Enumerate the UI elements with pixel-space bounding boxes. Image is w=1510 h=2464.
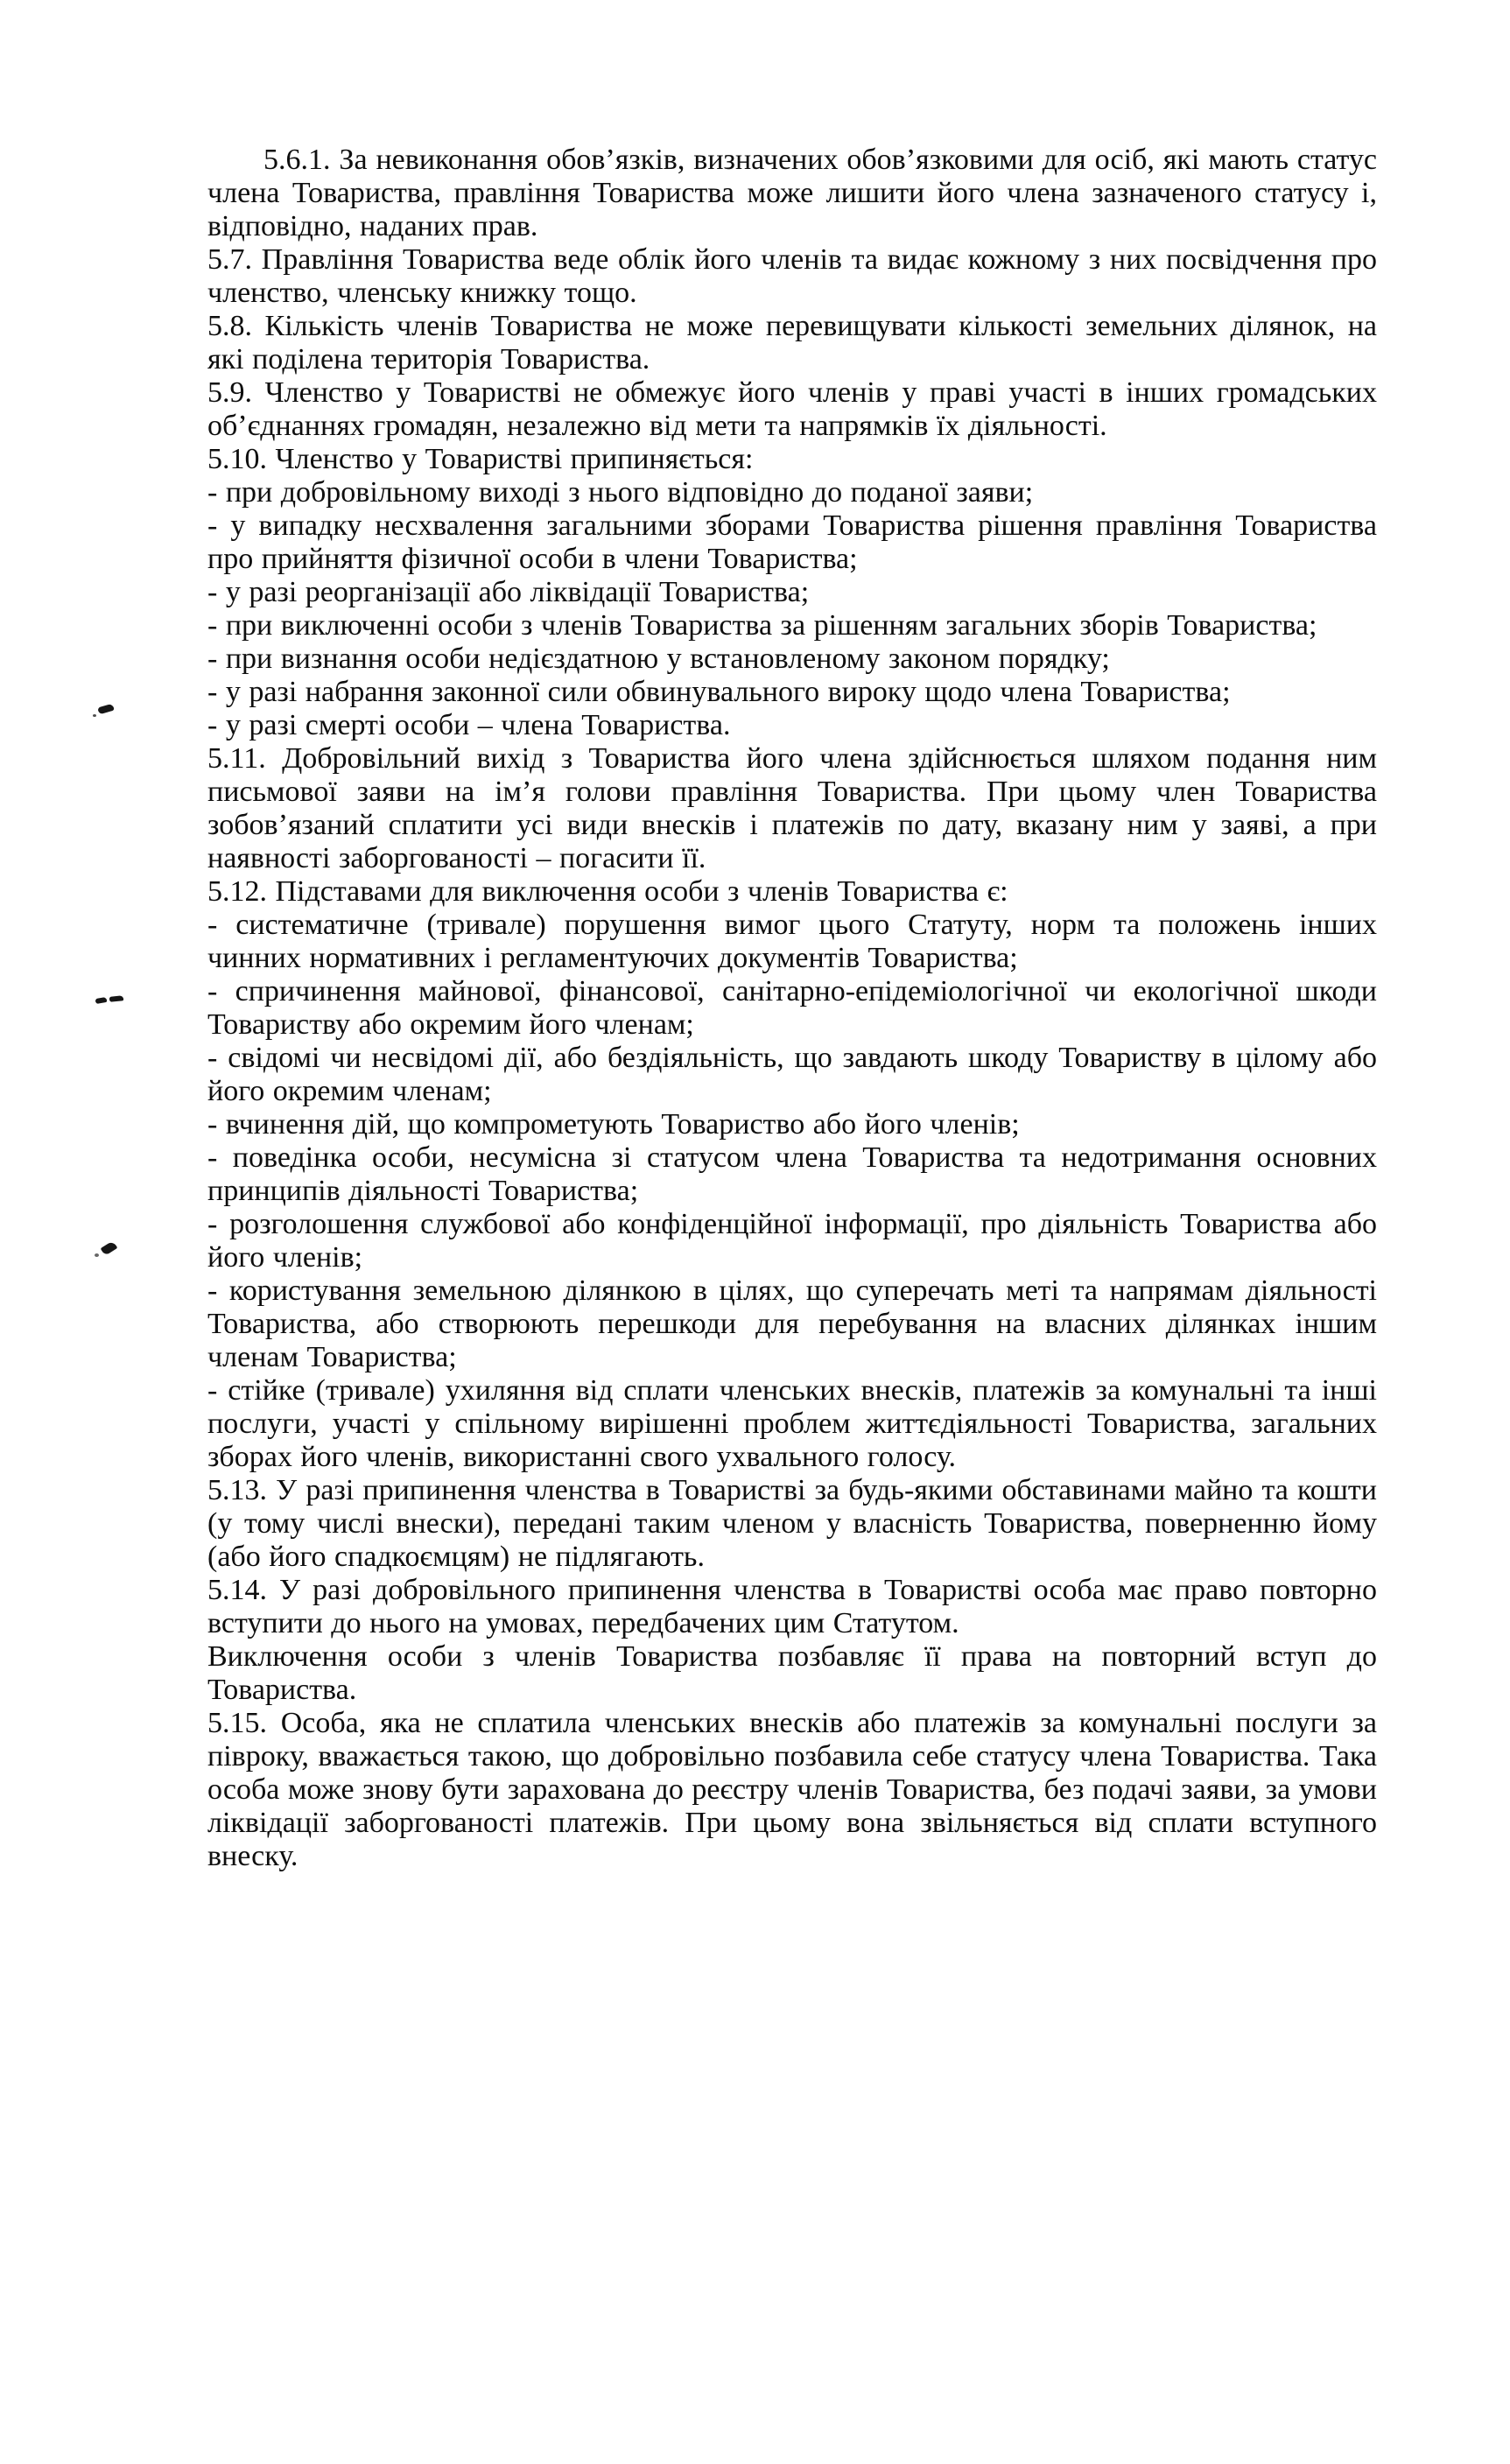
clause-5-11: 5.11. Добровільний вихід з Товариства його члена здійснюється шляхом подання ним письмової заяви на ім’я голови правління Товариства. При цьому член Товариства зобов’язаний сплатити усі види внесків і платежів по дату, вказану ним у заяві, а при наявності заборгованості – погасити її. <box>207 742 1377 874</box>
clause-5-6-1: 5.6.1. За невиконання обов’язків, визначених обов’язковими для осіб, які мають статус члена Товариства, правління Товариства може лишити його члена зазначеного статусу і, відповідно, наданих прав. <box>207 144 1377 242</box>
clause-5-10-item-death: - у разі смерті особи – члена Товариства. <box>207 709 731 741</box>
clause-5-10-item-voluntary-exit: - при добровільному виході з нього відповідно до поданої заяви; <box>207 476 1034 509</box>
clause-5-14-note: Виключення особи з членів Товариства позбавляє її права на повторний вступ до Товариства. <box>207 1640 1377 1706</box>
margin-ink-mark-tick <box>93 702 117 720</box>
clause-5-7: 5.7. Правління Товариства веде облік його членів та видає кожному з них посвідчення про членство, членську книжку тощо. <box>207 243 1377 309</box>
clause-5-10-item-conviction: - у разі набрання законної сили обвинувального вироку щодо члена Товариства; <box>207 676 1231 708</box>
clause-5-12-item-disclosure: - розголошення службової або конфіденційної інформації, про діяльність Товариства або його членів; <box>207 1208 1377 1274</box>
clause-5-12-item-discrediting-acts: - вчинення дій, що компрометують Товариство або його членів; <box>207 1108 1020 1141</box>
clause-5-13: 5.13. У разі припинення членства в Товаристві за будь-якими обставинами майно та кошти (у тому числі внески), передані таким членом у власність Товариства, поверненню йому (або його спадкоємцям) не підлягають. <box>207 1474 1377 1573</box>
clause-5-10-item-exclusion-by-assembly: - при виключенні особи з членів Товариства за рішенням загальних зборів Товариства; <box>207 609 1317 642</box>
clause-5-12-item-systematic-violation: - систематичне (тривале) порушення вимог цього Статуту, норм та положень інших чинних нормативних і регламентуючих документів Товариства; <box>207 909 1377 974</box>
clause-5-14: 5.14. У разі добровільного припинення членства в Товаристві особа має право повторно вступити до нього на умовах, передбачених цим Статутом. <box>207 1574 1377 1639</box>
clause-5-10-item-reorganization: - у разі реорганізації або ліквідації Товариства; <box>207 576 810 608</box>
clause-5-12-item-payment-evasion: - стійке (тривале) ухиляння від сплати членських внесків, платежів за комунальні та інші послуги, участі у спільному вирішенні проблем життєдіяльності Товариства, загальних зборах його членів, використанні свого ухвального голосу. <box>207 1374 1377 1473</box>
clause-5-8: 5.8. Кількість членів Товариства не може перевищувати кількості земельних ділянок, на які поділена територія Товариства. <box>207 310 1377 376</box>
clause-5-10-item-incapacity: - при визнання особи недієздатною у встановленому законом порядку; <box>207 642 1110 675</box>
margin-ink-mark-check <box>95 1241 119 1262</box>
clause-5-10-intro: 5.10. Членство у Товаристві припиняється: <box>207 443 754 475</box>
clause-5-12-item-damage: - спричинення майнової, фінансової, санітарно-епідеміологічної чи екологічної шкоди Товариству або окремим його членам; <box>207 975 1377 1041</box>
clause-5-12-item-harmful-acts: - свідомі чи несвідомі дії, або бездіяльність, що завдають шкоду Товариству в цілому або його окремим членам; <box>207 1042 1377 1107</box>
clause-5-12-intro: 5.12. Підставами для виключення особи з членів Товариства є: <box>207 875 1008 908</box>
margin-ink-mark-double-dash <box>95 994 125 1007</box>
clause-5-12-item-land-misuse: - користування земельною ділянкою в цілях, що суперечать меті та напрямам діяльності Товариства, або створюють перешкоди для перебування на власних ділянках іншим членам Товариства; <box>207 1274 1377 1373</box>
clause-5-10-item-non-approval: - у випадку несхвалення загальними зборами Товариства рішення правління Товариства про прийняття фізичної особи в члени Товариства; <box>207 509 1377 575</box>
clause-5-12-item-incompatible-behavior: - поведінка особи, несумісна зі статусом члена Товариства та недотримання основних принципів діяльності Товариства; <box>207 1141 1377 1207</box>
statute-text-column <box>207 144 1377 1873</box>
clause-5-9: 5.9. Членство у Товаристві не обмежує його членів у праві участі в інших громадських об’єднаннях громадян, незалежно від мети та напрямків їх діяльності. <box>207 376 1377 442</box>
clause-5-15: 5.15. Особа, яка не сплатила членських внесків або платежів за комунальні послуги за півроку, вважається такою, що добровільно позбавила себе статусу члена Товариства. Така особа може знову бути зарахована до реєстру членів Товариства, без подачі заяви, за умови ліквідації заборгованості платежів. При цьому вона звільняється від сплати вступного внеску. <box>207 1707 1377 1872</box>
